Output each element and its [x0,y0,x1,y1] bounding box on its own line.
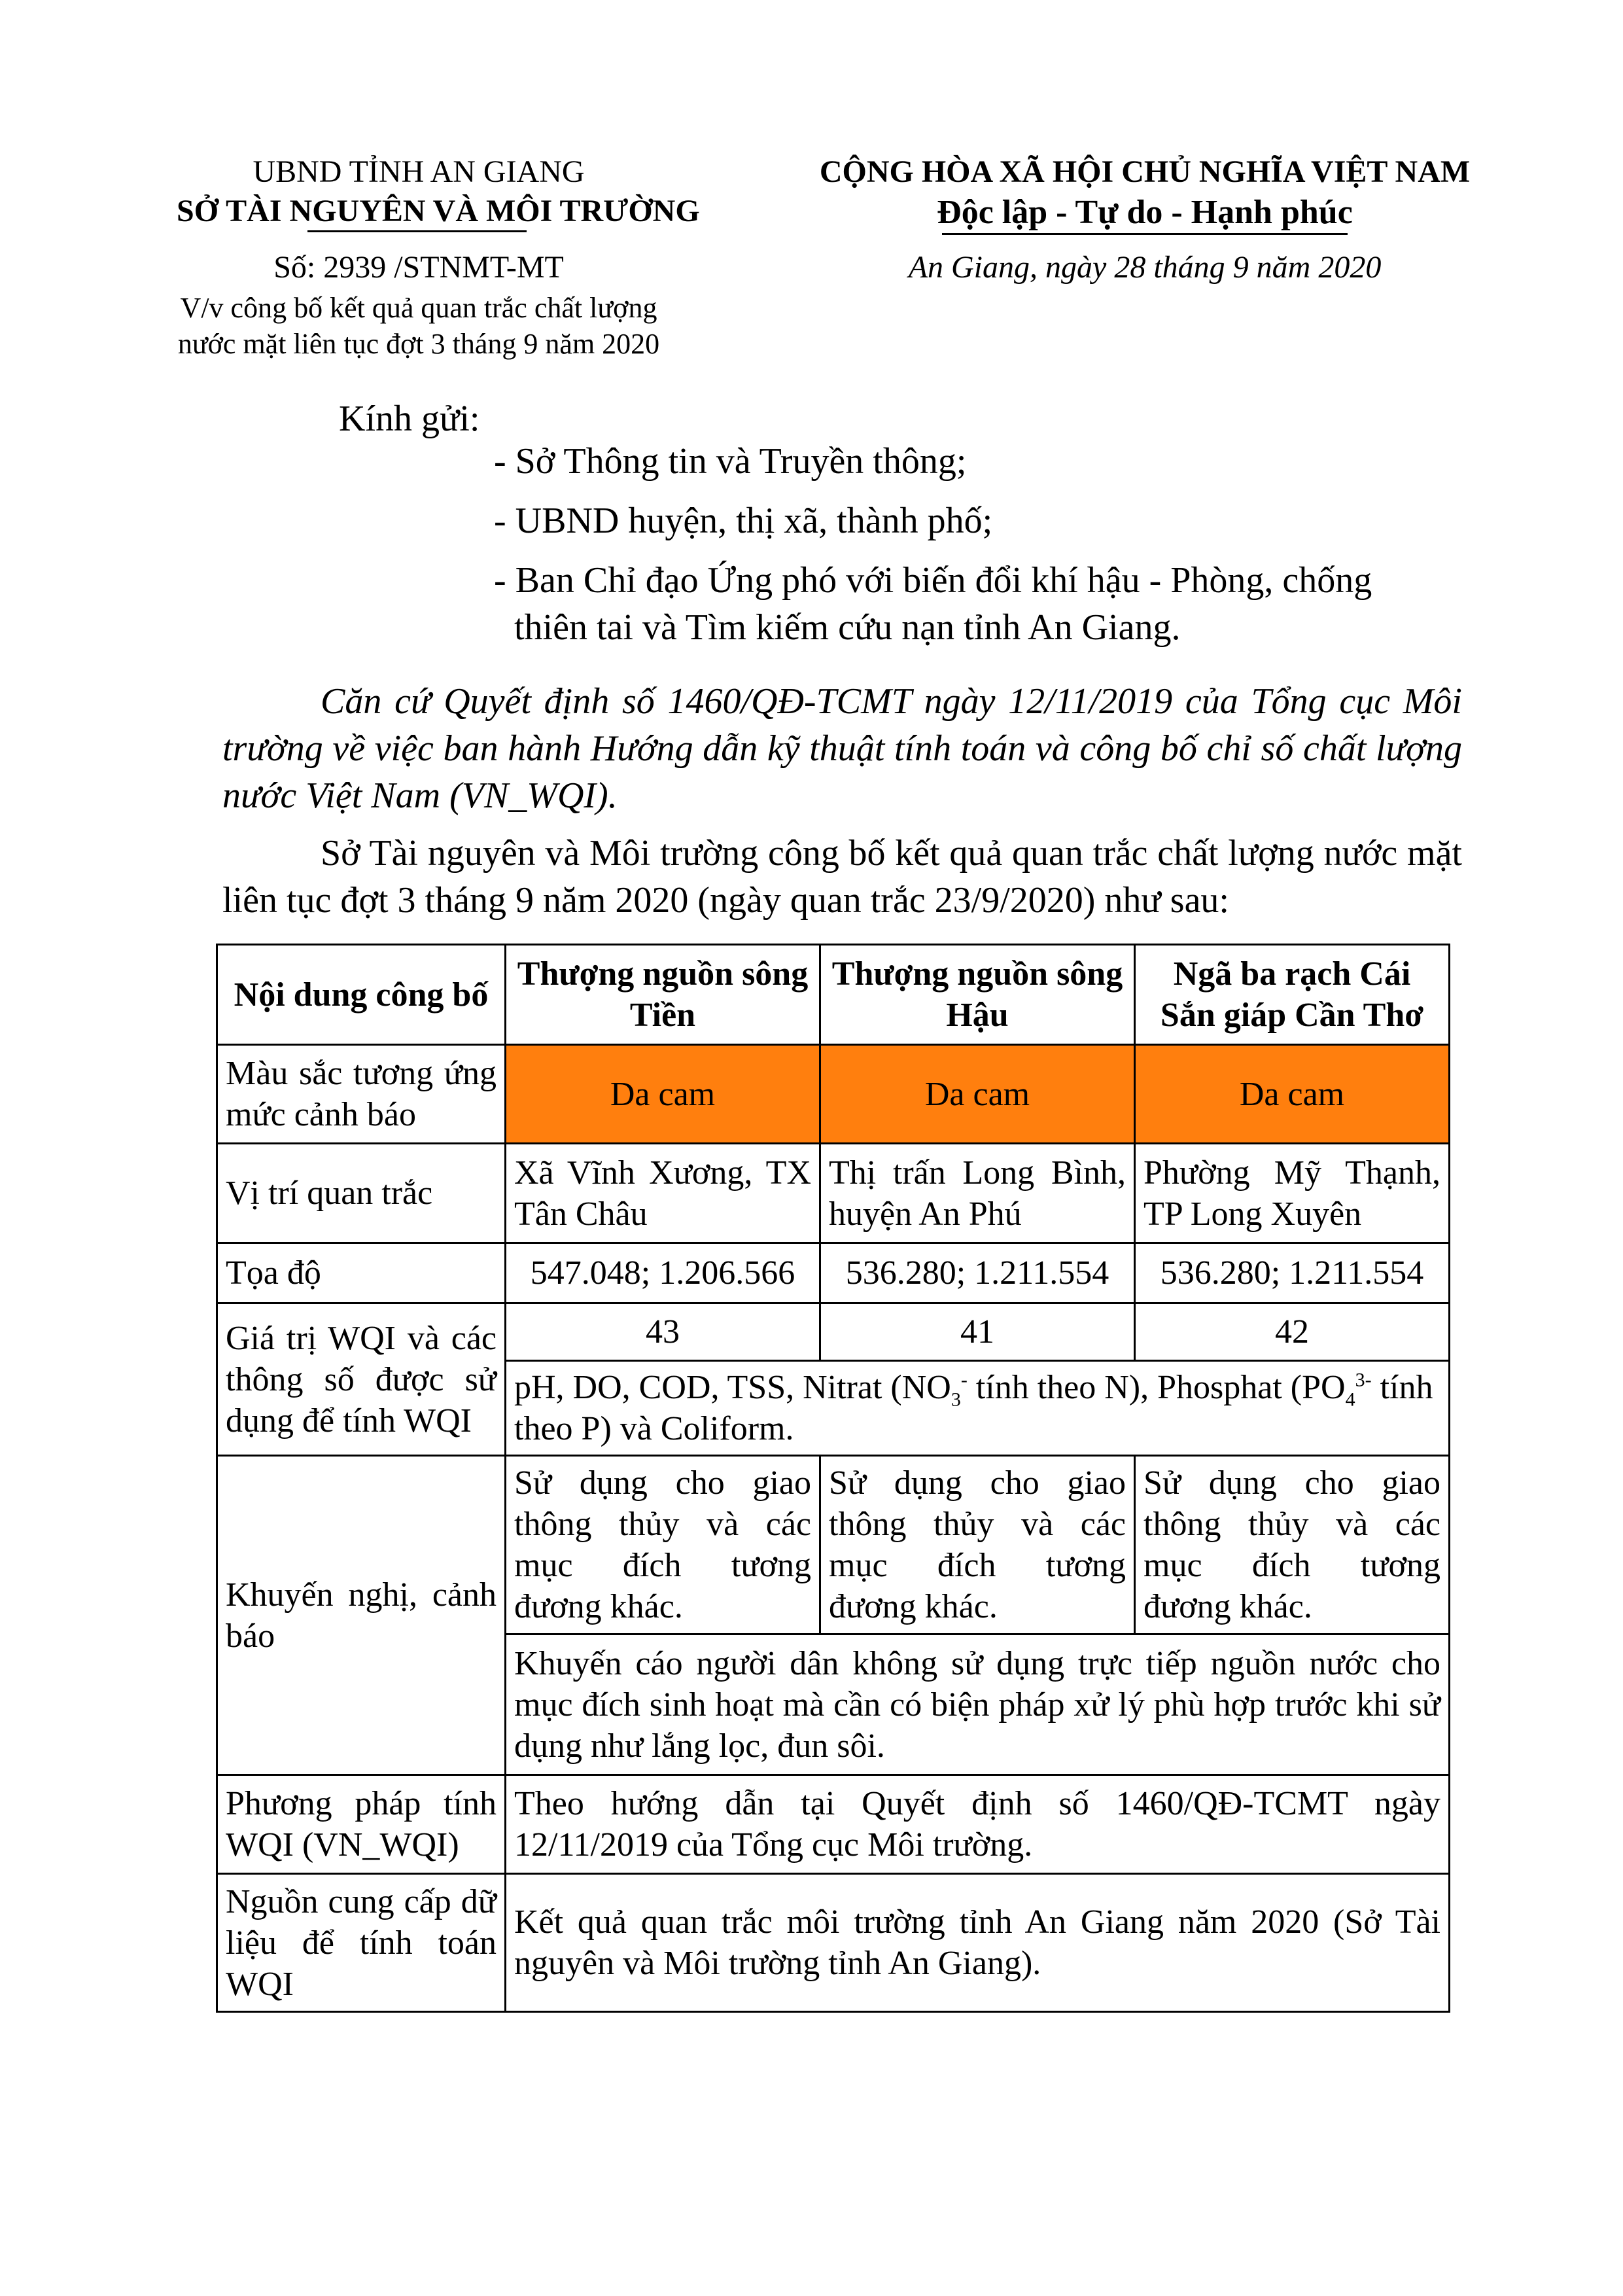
po4-subscript: 4 [1345,1388,1355,1411]
params-text-3: tính theo P) và Coliform. [514,1369,1433,1447]
wqi-parameters [506,1361,1450,1456]
color-station-2: Da cam [820,1045,1135,1144]
agency-underline [307,230,527,232]
coord-station-2: 536.280; 1.211.554 [820,1243,1135,1303]
agency-name: SỞ TÀI NGUYÊN VÀ MÔI TRƯỜNG [177,194,700,228]
recipient-2: - UBND huyện, thị xã, thành phố; [494,501,993,541]
recommend-station-1: Sử dụng cho giao thông thủy và các mục đích tương đương khác. [506,1456,820,1634]
params-text-1: pH, DO, COD, TSS, Nitrat (NO [514,1369,951,1406]
subject-line-1: V/v công bố kết quả quan trắc chất lượng [180,292,657,324]
table-row-color [217,1045,1450,1144]
advice-text: Khuyến cáo người dân không sử dụng trực tiếp nguồn nước cho mục đích sinh hoạt mà cần có biện pháp xử lý phù hợp trước khi sử dụng như lắng lọc, đun sôi. [506,1634,1450,1775]
table-header-row [217,945,1450,1045]
basis-paragraph: Căn cứ Quyết định số 1460/QĐ-TCMT ngày 12/11/2019 của Tổng cục Môi trường về việc ban hành Hướng dẫn kỹ thuật tính toán và công bố chỉ số chất lượng nước Việt Nam (VN_WQI). [222,681,1462,816]
header-station-3: Ngã ba rạch Cái Sắn giáp Cần Thơ [1135,945,1450,1045]
subject-line-2: nước mặt liên tục đợt 3 tháng 9 năm 2020 [177,328,660,360]
recipient-1: - Sở Thông tin và Truyền thông; [494,441,967,482]
wqi-station-1: 43 [506,1303,820,1361]
header-station-1: Thượng nguồn sông Tiền [506,945,820,1045]
greeting: Kính gửi: [339,398,480,439]
no3-subscript: 3 [951,1388,961,1411]
table-row-location [217,1144,1450,1243]
recommend-label: Khuyến nghị, cảnh báo [217,1456,506,1775]
wqi-station-3: 42 [1135,1303,1450,1361]
wqi-station-2: 41 [820,1303,1135,1361]
coord-station-3: 536.280; 1.211.554 [1135,1243,1450,1303]
color-station-1: Da cam [506,1045,820,1144]
agency-parent: UBND TỈNH AN GIANG [253,154,585,189]
announce-paragraph: Sở Tài nguyên và Môi trường công bố kết quả quan trắc chất lượng nước mặt liên tục đợt 3 tháng 9 năm 2020 (ngày quan trắc 23/9/2020) như sau: [222,833,1462,921]
recommend-station-3: Sử dụng cho giao thông thủy và các mục đích tương đương khác. [1135,1456,1450,1634]
source-label: Nguồn cung cấp dữ liệu để tính toán WQI [217,1874,506,2012]
table-row-method [217,1775,1450,1874]
country-name: CỘNG HÒA XÃ HỘI CHỦ NGHĨA VIỆT NAM [819,154,1471,189]
table-row-coord [217,1243,1450,1303]
params-text-2: tính theo N), Phosphat (PO [967,1369,1346,1406]
color-label: Màu sắc tương ứng mức cảnh báo [217,1045,506,1144]
recipient-3-cont: thiên tai và Tìm kiếm cứu nạn tỉnh An Giang. [514,607,1181,648]
header-station-2: Thượng nguồn sông Hậu [820,945,1135,1045]
table-row-wqi [217,1303,1450,1361]
motto-underline [942,233,1348,235]
color-station-3: Da cam [1135,1045,1450,1144]
location-station-1: Xã Vĩnh Xương, TX Tân Châu [506,1144,820,1243]
location-label: Vị trí quan trắc [217,1144,506,1243]
recommend-station-2: Sử dụng cho giao thông thủy và các mục đích tương đương khác. [820,1456,1135,1634]
wqi-table [216,944,1450,2013]
location-station-3: Phường Mỹ Thạnh, TP Long Xuyên [1135,1144,1450,1243]
wqi-label: Giá trị WQI và các thông số được sử dụng để tính WQI [217,1303,506,1456]
doc-number: Số: 2939 /STNMT-MT [273,250,564,285]
po4-superscript: 3- [1355,1369,1372,1391]
location-station-2: Thị trấn Long Bình, huyện An Phú [820,1144,1135,1243]
method-text: Theo hướng dẫn tại Quyết định số 1460/QĐ-TCMT ngày 12/11/2019 của Tổng cục Môi trường. [506,1775,1450,1874]
table-row-source [217,1874,1450,2012]
no3-superscript: - [960,1369,968,1391]
header-content-label: Nội dung công bố [217,945,506,1045]
recipient-3: - Ban Chỉ đạo Ứng phó với biến đổi khí hậu - Phòng, chống [494,560,1372,601]
method-label: Phương pháp tính WQI (VN_WQI) [217,1775,506,1874]
place-date: An Giang, ngày 28 tháng 9 năm 2020 [908,250,1382,285]
coord-station-1: 547.048; 1.206.566 [506,1243,820,1303]
national-motto: Độc lập - Tự do - Hạnh phúc [937,194,1353,231]
coord-label: Tọa độ [217,1243,506,1303]
source-text: Kết quả quan trắc môi trường tỉnh An Giang năm 2020 (Sở Tài nguyên và Môi trường tỉnh An Giang). [506,1874,1450,2012]
table-row-recommend [217,1456,1450,1634]
